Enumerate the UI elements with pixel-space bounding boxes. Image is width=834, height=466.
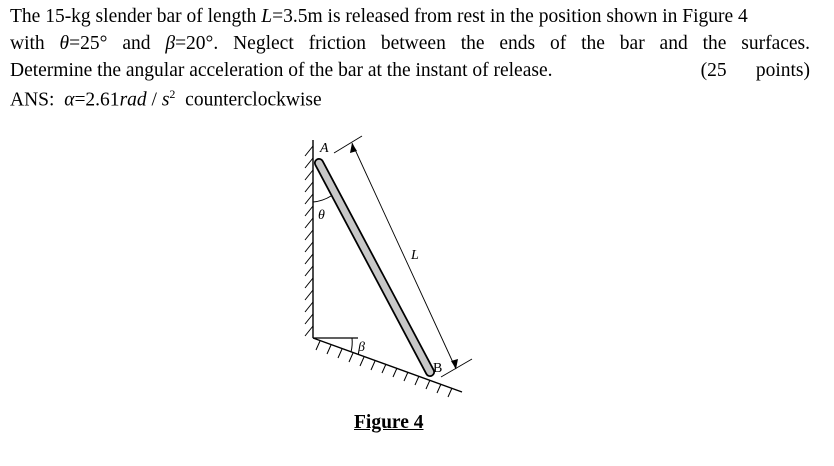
- unit-exponent: 2: [169, 87, 176, 101]
- figure-caption: Figure 4: [354, 412, 424, 433]
- beta-symbol: β: [165, 33, 176, 54]
- unit-s: s: [161, 89, 170, 111]
- answer-label: ANS:: [10, 89, 55, 111]
- with-word: with: [10, 33, 45, 54]
- point-b-label: B: [433, 361, 443, 376]
- alpha-symbol: α: [64, 89, 75, 111]
- problem-text-1b: =3.5m is released from rest in the position shown in Figure 4: [272, 6, 748, 27]
- unit-rad: rad: [119, 89, 147, 111]
- slender-bar: [319, 163, 430, 372]
- theta-value: =25°: [69, 33, 108, 54]
- point-a-label: A: [320, 141, 329, 156]
- length-symbol: L: [261, 6, 273, 27]
- problem-text-2: . Neglect friction between the ends of the bar and the surfaces.: [213, 33, 811, 54]
- problem-text-3: Determine the angular acceleration of the bar at the instant of release.: [10, 60, 553, 81]
- length-dimension: [334, 136, 472, 377]
- beta-label: β: [358, 340, 365, 355]
- answer-value: =2.61: [74, 89, 120, 111]
- theta-angle-arc: [313, 196, 331, 202]
- and-word: and: [122, 33, 151, 54]
- problem-text-1a: The 15-kg slender bar of length: [10, 6, 262, 27]
- answer-direction: counterclockwise: [185, 89, 322, 111]
- unit-sep: /: [146, 89, 162, 111]
- theta-label: θ: [318, 208, 325, 223]
- beta-angle-arc: [351, 338, 352, 352]
- theta-symbol: θ: [59, 33, 70, 54]
- beta-value: =20°: [175, 33, 214, 54]
- wall-hatching: [305, 146, 313, 336]
- points-open: (25: [700, 60, 727, 81]
- points-close: points): [755, 60, 810, 81]
- length-label: L: [411, 248, 419, 263]
